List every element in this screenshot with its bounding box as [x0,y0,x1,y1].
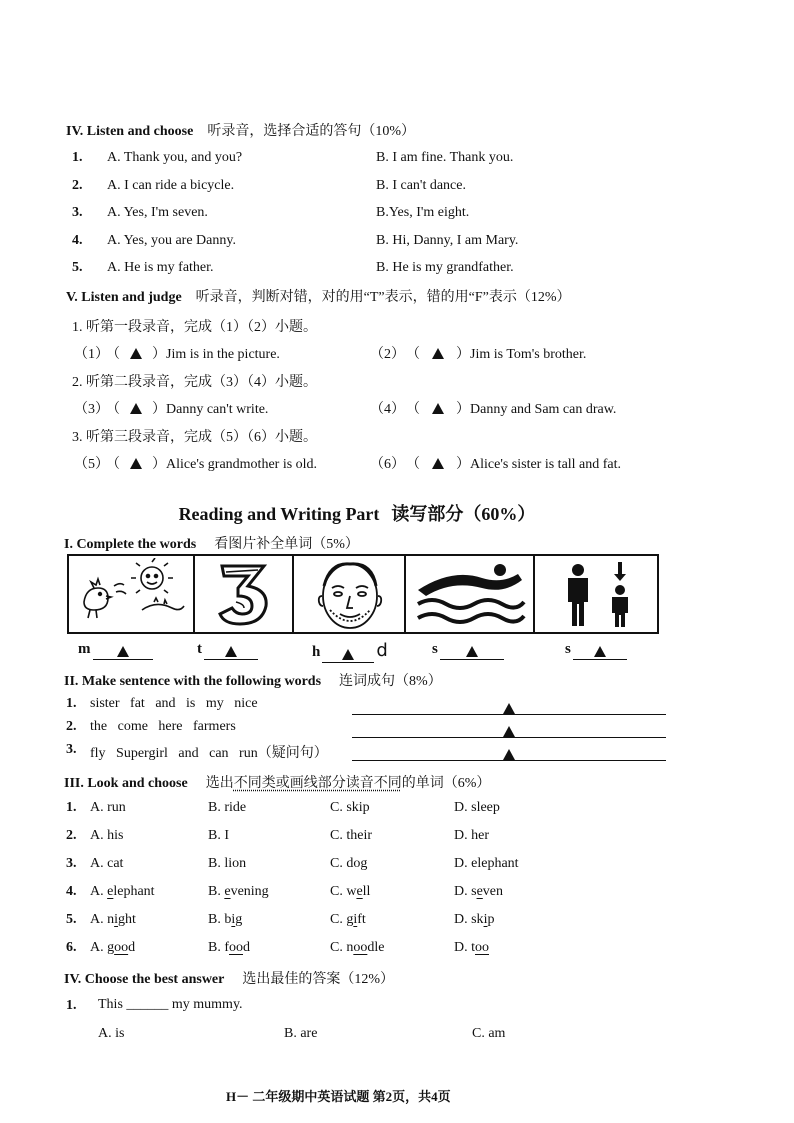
question-text: This ______ my mummy. [98,997,243,1012]
answer-line[interactable] [352,746,666,761]
option-b[interactable]: B. He is my grandfather. [376,260,514,275]
heading-cn: 选出最佳的答案（12%） [242,972,395,987]
man-face-icon [300,558,400,630]
heading-cn: 连词成句（8%） [339,674,442,689]
answer-triangle-icon [342,649,354,660]
option-word: run [107,800,126,815]
paren-close: ） [152,347,166,362]
chick-and-sun-icon [72,558,190,628]
option-prefix: D. sk [454,912,484,927]
group-intro: 2. 听第二段录音，完成（3）（4）小题。 [72,375,317,390]
heading-cn-dotted: 不同类或画线部分读音不同 [233,776,402,791]
item-number: 2. [66,719,77,734]
option-prefix: D. s [454,884,477,899]
group-intro: 3. 听第三段录音，完成（5）（6）小题。 [72,430,317,445]
underlined-letters: e [356,884,363,899]
choice-option[interactable] [208,940,250,956]
paren-close: ） [152,457,166,472]
choice-option[interactable] [90,856,123,872]
statement-text: Danny and Sam can draw. [470,402,617,417]
option-prefix: D. [454,856,472,871]
option-b[interactable]: B. I can't dance. [376,177,466,193]
option-b[interactable]: B.Yes, I'm eight. [376,205,470,220]
option-prefix: C. [330,856,347,871]
answer-triangle-icon [503,726,515,737]
underlined-letters: oo [114,940,129,955]
option-prefix: C. [330,800,347,815]
option-prefix: A. g [90,940,115,955]
statement-text: Alice's grandmother is old. [166,457,318,472]
section-make-sentence-heading [64,670,442,690]
option-word: I [224,828,230,843]
choice-option[interactable] [454,940,489,956]
judge-item-right [370,398,616,418]
choice-option[interactable] [208,884,269,900]
choice-option[interactable] [454,828,489,844]
item-number: 1. [72,150,83,165]
group-intro: 1. 听第一段录音，完成（1）（2）小题。 [72,320,317,335]
judge-item-left [74,343,280,363]
option-prefix: B. [208,828,225,843]
underlined-letters: i [483,912,488,927]
option-word: sleep [471,800,500,815]
option-a[interactable]: A. Yes, I'm seven. [107,205,208,220]
paren-open: （ [113,347,120,362]
item-number: 1. [66,800,77,815]
option-prefix: A. [90,800,108,815]
page-footer: H－ 二年级期中英语试题 第2页，共4页 [226,1089,451,1104]
option-rest: g [235,912,243,927]
choice-option[interactable] [454,800,500,816]
judge-item-left [74,453,317,473]
answer-option-a[interactable]: A. is [98,1026,125,1041]
option-rest: ll [362,884,371,899]
underlined-letters: e [107,884,114,899]
swimming-icon [412,560,530,628]
choice-option[interactable] [330,940,384,956]
section-complete-words-heading [64,533,359,553]
option-rest: lephant [113,884,155,899]
option-prefix: C. w [330,884,357,899]
option-prefix: C. [330,828,347,843]
title-cn: 读写部分（60%） [391,504,536,524]
option-prefix: D. [454,800,472,815]
judge-item-left [74,398,268,418]
option-word: her [471,828,490,843]
statement-text: Jim is Tom's brother. [470,347,587,362]
blank-prefix: m [78,641,91,657]
number-three-icon [210,558,282,628]
reading-writing-title [0,500,714,526]
heading-en: V. Listen and judge [66,290,182,305]
heading-en: IV. Listen and choose [66,124,194,139]
answer-triangle-icon [130,458,142,469]
underlined-letters: e [224,884,231,899]
heading-en: I. Complete the words [64,537,197,552]
item-number: （4） [370,402,405,417]
item-number: 6. [66,940,77,955]
choice-option[interactable] [90,800,126,816]
choice-option[interactable] [454,856,519,872]
blank-prefix: h [312,644,321,660]
underlined-letters: oo [475,940,489,955]
option-rest: p [487,912,495,927]
item-number: （2） [370,347,405,362]
option-prefix: B. [208,884,225,899]
item-number: 3. [66,856,77,871]
question-number: 1. [66,998,77,1013]
option-prefix: C. g [330,912,354,927]
option-word: lion [224,856,247,871]
section-best-answer-heading [64,968,394,988]
underlined-letters: oo [229,940,243,955]
statement-text: Danny can't write. [166,402,269,417]
item-number: （5） [74,457,109,472]
option-prefix: A. [90,884,108,899]
item-number: 5. [66,912,77,927]
heading-cn: 看图片补全单词（5%） [214,537,359,552]
answer-option-c[interactable]: C. am [472,1026,506,1041]
item-number: 2. [66,828,77,843]
answer-triangle-icon [225,646,237,657]
option-rest: ven [482,884,503,899]
option-rest: ght [118,912,136,927]
option-prefix: A. [90,828,108,843]
answer-triangle-icon [503,703,515,714]
item-number: 3. [66,742,77,757]
paren-open: （ [413,347,420,362]
choice-option[interactable] [208,856,246,872]
heading-cn-post: 的单词（6%） [401,776,491,791]
answer-triangle-icon [432,403,444,414]
paren-close: ） [456,457,470,472]
item-number: 4. [66,884,77,899]
word-blank[interactable] [197,640,258,660]
choice-option[interactable] [90,828,123,844]
section-listen-choose-heading [66,120,415,140]
option-a[interactable]: A. I can ride a bicycle. [107,177,235,193]
option-a[interactable]: A. Thank you, and you? [107,150,243,165]
word-list: sister fat and is my nice [90,696,258,711]
paren-close: ） [152,402,166,417]
option-rest: d [243,940,250,955]
answer-triangle-icon [432,348,444,359]
item-number: 5. [72,260,83,275]
blank-line[interactable] [204,643,258,660]
answer-triangle-icon [117,646,129,657]
answer-triangle-icon [466,646,478,657]
option-word: dog [346,856,368,871]
option-b[interactable]: B. Hi, Danny, I am Mary. [376,232,519,248]
heading-cn: 听录音，判断对错，对的用“T”表示，错的用“F”表示（12%） [195,290,571,305]
choice-option[interactable] [330,884,370,900]
statement-text: Jim is in the picture. [166,347,280,362]
option-rest: d [128,940,136,955]
answer-triangle-icon [130,348,142,359]
option-a[interactable]: A. He is my father. [107,260,214,275]
option-word: their [346,828,372,843]
underlined-letters: e [476,884,483,899]
option-prefix: B. f [208,940,229,955]
answer-triangle-icon [130,403,142,414]
choice-option[interactable] [90,884,155,900]
son-and-father-icon [548,558,648,630]
option-word: skip [346,800,370,815]
word-blank[interactable] [565,640,627,660]
choice-option[interactable] [330,800,370,816]
item-number: 2. [72,177,83,193]
heading-en: III. Look and choose [64,776,188,791]
choice-option[interactable] [208,800,246,816]
blank-prefix: s [432,641,438,657]
answer-triangle-icon [432,458,444,469]
option-prefix: B. [208,800,225,815]
paren-open: （ [113,457,120,472]
blank-suffix: d [376,640,388,661]
underlined-letters: i [231,912,236,927]
choice-option[interactable] [454,912,494,928]
heading-en: IV. Choose the best answer [64,972,225,987]
item-number: 4. [72,232,83,248]
option-word: cat [107,856,124,871]
choice-option[interactable] [90,912,136,928]
choice-option[interactable] [208,912,242,928]
choice-option[interactable] [330,856,367,872]
underlined-letters: oo [353,940,368,955]
paren-close: ） [456,402,470,417]
underlined-letters: i [114,912,119,927]
option-word: ride [224,800,247,815]
choice-option[interactable] [90,940,135,956]
word-blank[interactable] [432,640,504,660]
answer-line[interactable] [352,723,666,738]
blank-line[interactable] [322,646,374,663]
underlined-letters: i [353,912,358,927]
blank-line[interactable] [93,643,153,660]
option-prefix: D. t [454,940,475,955]
option-rest: ft [357,912,366,927]
option-prefix: B. [208,856,225,871]
statement-text: Alice's sister is tall and fat. [470,457,622,472]
word-list: the come here farmers [90,719,236,734]
answer-option-b[interactable]: B. are [284,1026,318,1041]
option-a[interactable]: A. Yes, you are Danny. [107,232,236,248]
option-rest: dle [367,940,385,955]
option-prefix: C. n [330,940,354,955]
answer-triangle-icon [503,749,515,760]
choice-option[interactable] [330,912,366,928]
answer-line[interactable] [352,700,666,715]
item-number: 1. [66,696,77,711]
choice-option[interactable] [454,884,503,900]
item-number: （6） [370,457,405,472]
answer-triangle-icon [594,646,606,657]
paren-open: （ [413,402,420,417]
word-blank[interactable] [78,640,153,660]
option-prefix: A. [90,856,108,871]
heading-cn-pre: 选出 [205,776,234,791]
item-number: （3） [74,402,109,417]
word-blank[interactable] [312,640,388,663]
choice-option[interactable] [208,828,229,844]
heading-en: II. Make sentence with the following words [64,674,322,689]
section-look-choose-heading [64,772,490,792]
paren-open: （ [113,402,120,417]
judge-item-right [370,343,586,363]
judge-item-right [370,453,621,473]
blank-line[interactable] [440,643,504,660]
heading-cn: 听录音，选择合适的答句（10%） [207,124,415,139]
option-prefix: D. [454,828,472,843]
blank-line[interactable] [573,643,627,660]
item-number: （1） [74,347,109,362]
option-prefix: B. b [208,912,232,927]
choice-option[interactable] [330,828,372,844]
option-word: elephant [471,856,519,871]
title-en: Reading and Writing Part [178,504,380,524]
blank-prefix: t [197,641,202,657]
section-listen-judge-heading [66,286,571,306]
paren-open: （ [413,457,420,472]
item-number: 3. [72,205,83,220]
option-word: his [107,828,124,843]
paren-close: ） [456,347,470,362]
blank-prefix: s [565,641,571,657]
option-prefix: A. n [90,912,115,927]
word-list: fly Supergirl and can run（疑问句） [90,746,328,761]
option-rest: vening [230,884,269,899]
option-b[interactable]: B. I am fine. Thank you. [376,150,514,165]
